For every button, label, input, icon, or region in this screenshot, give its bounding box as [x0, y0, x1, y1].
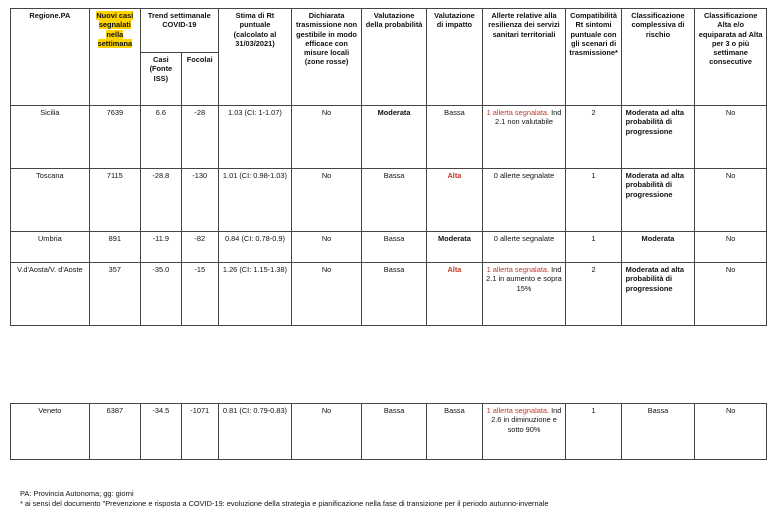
- cell-rt: 1.03 (CI: 1-1.07): [218, 106, 292, 169]
- cell-nuovi: 6387: [89, 404, 140, 460]
- cell-allerte: 0 allerte segnalate: [482, 232, 566, 263]
- header-trend: Trend settimanale COVID-19: [140, 9, 218, 53]
- cell-classificazione: Moderata ad alta probabilità di progressione: [621, 263, 695, 326]
- cell-allerte: 1 allerta segnalata. Ind 2.1 non valutabile: [482, 106, 566, 169]
- cell-regione: V.d'Aosta/V. d'Aoste: [11, 263, 90, 326]
- cell-focolai: -28: [181, 106, 218, 169]
- cell-dichiarata: No: [292, 232, 362, 263]
- header-valutazione-impatto: Valutazione di impatto: [427, 9, 482, 106]
- cell-compatibilita: 2: [566, 263, 621, 326]
- cell-probabilita: Bassa: [361, 263, 426, 326]
- cell-nuovi: 357: [89, 263, 140, 326]
- table-row: [11, 232, 767, 263]
- cell-regione: Toscana: [11, 169, 90, 232]
- header-dichiarata: Dichiarata trasmissione non gestibile in modo efficace con misure locali (zone rosse): [292, 9, 362, 106]
- cell-regione: Umbria: [11, 232, 90, 263]
- cell-focolai: -1071: [181, 404, 218, 460]
- cell-classificazione-alta: No: [695, 106, 767, 169]
- cell-impatto: Moderata: [427, 232, 482, 263]
- cell-regione: Sicilia: [11, 106, 90, 169]
- cell-probabilita: Bassa: [361, 404, 426, 460]
- header-classificazione-alta: Classificazione Alta e/o equiparata ad Alta per 3 o più settimane consecutive: [695, 9, 767, 106]
- cell-allerte: 1 allerta segnalata. Ind 2.6 in diminuzione e sotto 90%: [482, 404, 566, 460]
- cell-focolai: -15: [181, 263, 218, 326]
- cell-casi: -35.0: [140, 263, 181, 326]
- header-nuovi-casi: Nuovi casi segnalati nella settimana: [89, 9, 140, 106]
- regional-risk-table-continued: [10, 403, 767, 460]
- table-row: [11, 263, 767, 326]
- header-stima-rt: Stima di Rt puntuale (calcolato al 31/03/2021): [218, 9, 292, 106]
- cell-impatto: Alta: [427, 263, 482, 326]
- cell-dichiarata: No: [292, 169, 362, 232]
- cell-probabilita: Bassa: [361, 169, 426, 232]
- cell-dichiarata: No: [292, 106, 362, 169]
- footnote-abbreviations: PA: Provincia Autonoma; gg: giorni: [20, 489, 134, 498]
- header-casi: Casi (Fonte ISS): [140, 53, 181, 106]
- cell-compatibilita: 2: [566, 106, 621, 169]
- cell-impatto: Bassa: [427, 106, 482, 169]
- regional-risk-table: [10, 8, 767, 326]
- cell-classificazione-alta: No: [695, 232, 767, 263]
- cell-classificazione-alta: No: [695, 404, 767, 460]
- cell-regione: Veneto: [11, 404, 90, 460]
- cell-impatto: Alta: [427, 169, 482, 232]
- header-row: [11, 9, 767, 53]
- table-row: [11, 169, 767, 232]
- cell-nuovi: 7115: [89, 169, 140, 232]
- cell-casi: -28.8: [140, 169, 181, 232]
- header-allerte: Allerte relative alla resilienza dei servizi sanitari territoriali: [482, 9, 566, 106]
- cell-nuovi: 7639: [89, 106, 140, 169]
- cell-allerte: 1 allerta segnalata. Ind 2.1 in aumento e sopra 15%: [482, 263, 566, 326]
- cell-focolai: -82: [181, 232, 218, 263]
- cell-compatibilita: 1: [566, 232, 621, 263]
- header-compatibilita: Compatibilità Rt sintomi puntuale con gli scenari di trasmissione*: [566, 9, 621, 106]
- cell-allerte: 0 allerte segnalate: [482, 169, 566, 232]
- cell-dichiarata: No: [292, 263, 362, 326]
- cell-classificazione: Moderata ad alta probabilità di progressione: [621, 106, 695, 169]
- cell-classificazione-alta: No: [695, 263, 767, 326]
- cell-casi: -34.5: [140, 404, 181, 460]
- cell-probabilita: Bassa: [361, 232, 426, 263]
- cell-casi: -11.9: [140, 232, 181, 263]
- header-valutazione-probabilita: Valutazione della probabilità: [361, 9, 426, 106]
- header-regione: Regione.PA: [11, 9, 90, 106]
- cell-classificazione: Moderata ad alta probabilità di progressione: [621, 169, 695, 232]
- cell-rt: 1.01 (CI: 0.98-1.03): [218, 169, 292, 232]
- table-row: [11, 106, 767, 169]
- cell-classificazione-alta: No: [695, 169, 767, 232]
- cell-compatibilita: 1: [566, 169, 621, 232]
- header-focolai: Focolai: [181, 53, 218, 106]
- cell-rt: 0.81 (CI: 0.79-0.83): [218, 404, 292, 460]
- cell-probabilita: Moderata: [361, 106, 426, 169]
- header-classificazione: Classificazione complessiva di rischio: [621, 9, 695, 106]
- cell-classificazione: Moderata: [621, 232, 695, 263]
- cell-nuovi: 891: [89, 232, 140, 263]
- cell-compatibilita: 1: [566, 404, 621, 460]
- table-row: [11, 404, 767, 460]
- cell-rt: 0.84 (CI: 0.78-0.9): [218, 232, 292, 263]
- cell-rt: 1.26 (CI: 1.15-1.38): [218, 263, 292, 326]
- footnote-reference: * ai sensi del documento "Prevenzione e risposta a COVID-19: evoluzione della strategia e pianificazione nella fase di transizione per il periodo autunno-invernale: [20, 499, 549, 508]
- cell-classificazione: Bassa: [621, 404, 695, 460]
- cell-focolai: -130: [181, 169, 218, 232]
- cell-impatto: Bassa: [427, 404, 482, 460]
- cell-casi: 6.6: [140, 106, 181, 169]
- cell-dichiarata: No: [292, 404, 362, 460]
